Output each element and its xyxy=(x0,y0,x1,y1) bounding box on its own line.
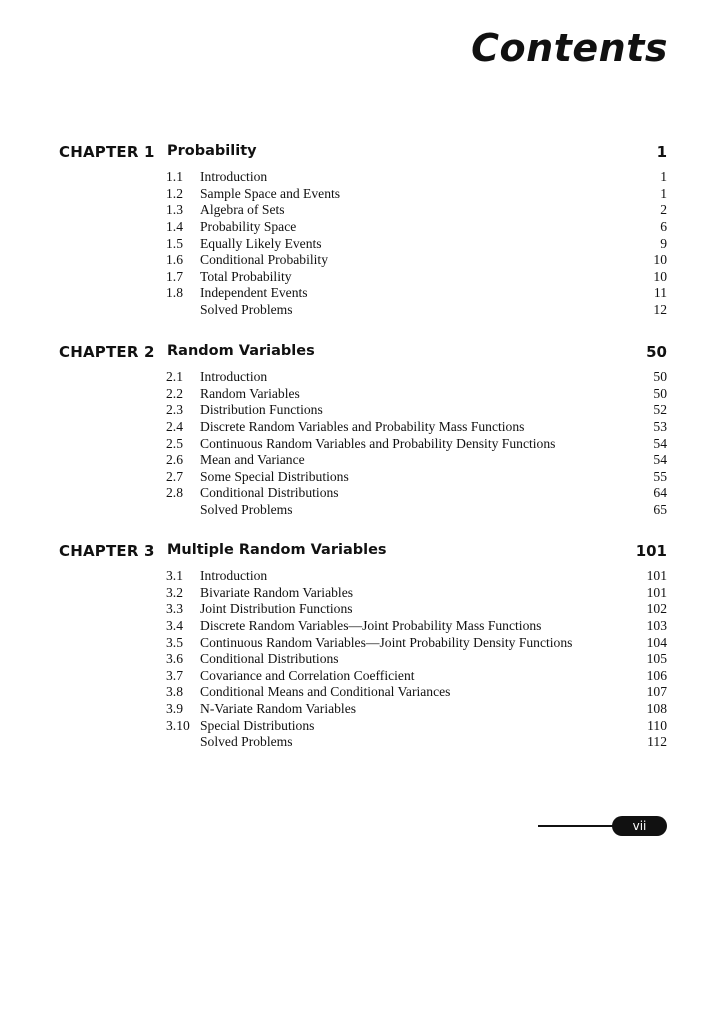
toc-entry[interactable] xyxy=(0,402,706,419)
chapter-1 xyxy=(0,143,706,319)
section-page-number: 101 xyxy=(646,568,667,583)
section-title: Introduction xyxy=(200,369,268,384)
section-page-number: 50 xyxy=(653,385,667,401)
chapter-heading[interactable] xyxy=(0,343,706,363)
section-page-number: 64 xyxy=(653,485,667,501)
section-number: 3.1 xyxy=(166,568,183,583)
section-page-number: 50 xyxy=(653,369,667,384)
section-number: 3.7 xyxy=(166,667,183,683)
page-title: Contents xyxy=(471,26,668,70)
section-number: 2.3 xyxy=(166,402,183,418)
toc-entry[interactable] xyxy=(0,635,706,652)
section-page-number: 1 xyxy=(660,169,667,184)
section-page-number: 103 xyxy=(646,617,667,633)
section-page-number: 65 xyxy=(653,502,667,518)
chapter-3 xyxy=(0,542,706,751)
toc-entry[interactable] xyxy=(0,452,706,469)
section-title: Total Probability xyxy=(200,268,292,284)
chapter-label: CHAPTER 1 xyxy=(59,143,155,161)
section-title: Discrete Random Variables and Probability Mass Functions xyxy=(200,418,525,434)
section-number: 1.7 xyxy=(166,268,183,284)
section-page-number: 54 xyxy=(653,452,667,468)
toc-entry[interactable] xyxy=(0,369,706,386)
chapter-page-number: 1 xyxy=(656,143,667,161)
toc-entry[interactable] xyxy=(0,585,706,602)
section-number: 1.5 xyxy=(166,235,183,251)
section-number: 1.2 xyxy=(166,185,183,201)
section-page-number: 104 xyxy=(646,634,667,650)
section-page-number: 102 xyxy=(646,601,667,617)
chapter-title: Random Variables xyxy=(167,343,315,359)
toc-entry[interactable] xyxy=(0,651,706,668)
section-number: 3.5 xyxy=(166,634,183,650)
section-title: Algebra of Sets xyxy=(200,202,285,218)
section-title: Continuous Random Variables—Joint Probability Density Functions xyxy=(200,634,573,650)
section-page-number: 105 xyxy=(646,651,667,667)
section-page-number: 10 xyxy=(653,268,667,284)
section-title: Conditional Distributions xyxy=(200,485,339,501)
section-page-number: 6 xyxy=(660,218,667,234)
section-title: Probability Space xyxy=(200,218,297,234)
section-title: Bivariate Random Variables xyxy=(200,584,354,600)
section-list xyxy=(0,568,706,751)
toc-entry[interactable] xyxy=(0,568,706,585)
section-page-number: 11 xyxy=(653,285,667,301)
section-title: Covariance and Correlation Coefficient xyxy=(200,667,415,683)
section-title: Discrete Random Variables—Joint Probability Mass Functions xyxy=(200,617,542,633)
section-title: Conditional Distributions xyxy=(200,651,339,667)
section-number: 2.5 xyxy=(166,435,183,451)
section-title: Independent Events xyxy=(200,285,308,301)
chapter-title: Multiple Random Variables xyxy=(167,542,387,558)
section-number: 3.9 xyxy=(166,701,183,717)
toc-entry[interactable] xyxy=(0,269,706,286)
section-title: Continuous Random Variables and Probability Density Functions xyxy=(200,435,556,451)
toc-entry[interactable] xyxy=(0,701,706,718)
section-page-number: 9 xyxy=(660,235,667,251)
section-number: 1.6 xyxy=(166,252,183,268)
toc-entry[interactable] xyxy=(0,668,706,685)
toc-entry[interactable] xyxy=(0,469,706,486)
section-title: Equally Likely Events xyxy=(200,235,322,251)
section-number: 1.4 xyxy=(166,218,183,234)
toc-entry[interactable] xyxy=(0,734,706,751)
section-page-number: 10 xyxy=(653,252,667,268)
section-title: Solved Problems xyxy=(200,734,293,750)
section-page-number: 107 xyxy=(646,684,667,700)
chapter-page-number: 50 xyxy=(646,343,667,361)
toc-entry[interactable] xyxy=(0,219,706,236)
section-list xyxy=(0,169,706,319)
section-page-number: 12 xyxy=(653,302,667,318)
section-page-number: 101 xyxy=(646,584,667,600)
toc-entry[interactable] xyxy=(0,436,706,453)
chapter-label: CHAPTER 3 xyxy=(59,542,155,560)
toc-entry[interactable] xyxy=(0,718,706,735)
section-title: Sample Space and Events xyxy=(200,185,341,201)
section-number: 2.2 xyxy=(166,385,183,401)
section-title: N-Variate Random Variables xyxy=(200,701,357,717)
toc-entry[interactable] xyxy=(0,684,706,701)
section-list xyxy=(0,369,706,519)
folio-rule xyxy=(538,825,618,827)
chapter-title: Probability xyxy=(167,143,257,159)
section-page-number: 52 xyxy=(653,402,667,418)
section-title: Conditional Probability xyxy=(200,252,329,268)
page-folio xyxy=(538,816,668,836)
toc-entry[interactable] xyxy=(0,302,706,319)
section-title: Distribution Functions xyxy=(200,402,323,418)
section-page-number: 2 xyxy=(660,202,667,218)
section-number: 1.8 xyxy=(166,285,183,301)
section-title: Solved Problems xyxy=(200,502,293,518)
section-page-number: 110 xyxy=(647,717,667,733)
chapter-heading[interactable] xyxy=(0,143,706,163)
section-page-number: 112 xyxy=(647,734,667,750)
toc-entry[interactable] xyxy=(0,169,706,186)
section-title: Conditional Means and Conditional Variances xyxy=(200,684,451,700)
section-number: 2.8 xyxy=(166,485,183,501)
section-number: 3.10 xyxy=(166,717,190,733)
section-title: Mean and Variance xyxy=(200,452,305,468)
section-number: 2.1 xyxy=(166,369,183,384)
section-title: Introduction xyxy=(200,169,268,184)
section-page-number: 108 xyxy=(646,701,667,717)
toc-entry[interactable] xyxy=(0,252,706,269)
section-page-number: 54 xyxy=(653,435,667,451)
section-title: Solved Problems xyxy=(200,302,293,318)
section-number: 3.6 xyxy=(166,651,183,667)
section-page-number: 1 xyxy=(660,185,667,201)
section-number: 3.4 xyxy=(166,617,183,633)
chapter-heading[interactable] xyxy=(0,542,706,562)
section-number: 1.3 xyxy=(166,202,183,218)
section-title: Special Distributions xyxy=(200,717,315,733)
toc-entry[interactable] xyxy=(0,186,706,203)
toc-entry[interactable] xyxy=(0,618,706,635)
section-number: 1.1 xyxy=(166,169,183,184)
section-title: Random Variables xyxy=(200,385,300,401)
section-title: Joint Distribution Functions xyxy=(200,601,353,617)
section-number: 3.3 xyxy=(166,601,183,617)
section-number: 2.4 xyxy=(166,418,183,434)
section-number: 3.8 xyxy=(166,684,183,700)
toc-entry[interactable] xyxy=(0,386,706,403)
toc-entry[interactable] xyxy=(0,285,706,302)
section-title: Introduction xyxy=(200,568,268,583)
chapter-label: CHAPTER 2 xyxy=(59,343,155,361)
toc-entry[interactable] xyxy=(0,419,706,436)
section-number: 3.2 xyxy=(166,584,183,600)
toc-entry[interactable] xyxy=(0,502,706,519)
toc-entry[interactable] xyxy=(0,485,706,502)
section-page-number: 55 xyxy=(653,468,667,484)
page-number-badge: vii xyxy=(612,816,667,836)
toc-entry[interactable] xyxy=(0,601,706,618)
toc-entry[interactable] xyxy=(0,236,706,253)
chapter-page-number: 101 xyxy=(635,542,667,560)
section-number: 2.6 xyxy=(166,452,183,468)
section-number: 2.7 xyxy=(166,468,183,484)
section-title: Some Special Distributions xyxy=(200,468,349,484)
chapter-2 xyxy=(0,343,706,519)
section-page-number: 53 xyxy=(653,418,667,434)
toc-entry[interactable] xyxy=(0,202,706,219)
section-page-number: 106 xyxy=(646,667,667,683)
